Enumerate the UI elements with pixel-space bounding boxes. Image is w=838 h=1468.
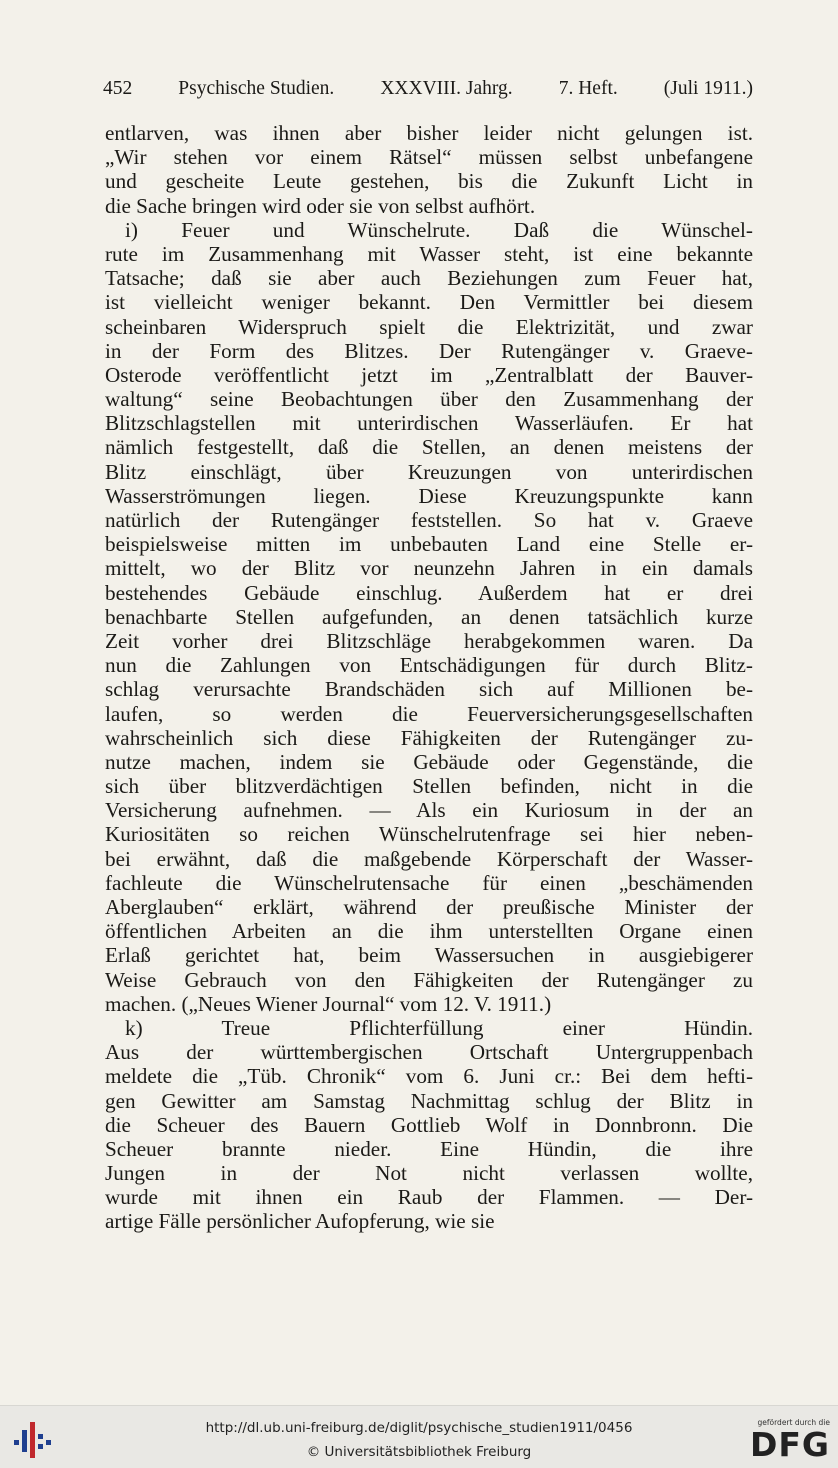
text-line: ist vielleicht weniger bekannt. Den Vermittler bei diesem [105,290,753,315]
text-line: Jungen in der Not nicht verlassen wollte, [105,1161,753,1186]
text-line: nun die Zahlungen von Entschädigungen für durch Blitz- [105,653,753,678]
text-line: bestehendes Gebäude einschlug. Außerdem hat er drei [105,580,753,605]
text-line: meldete die „Tüb. Chronik“ vom 6. Juni cr.: Bei dem hefti- [105,1064,753,1089]
text-line: sich über blitzverdächtigen Stellen befinden, nicht in die [105,774,753,799]
text-line: wurde mit ihnen ein Raub der Flammen. — Der- [105,1185,753,1210]
text-line: Blitz einschlägt, über Kreuzungen von unterirdischen [105,459,753,484]
text-line: wahrscheinlich sich diese Fähigkeiten der Rutengänger zu- [105,725,753,750]
text-line: Osterode veröffentlicht jetzt im „Zentralblatt der Bauver- [105,362,753,387]
text-line: i) Feuer und Wünschelrute. Daß die Wünschel- [125,217,753,242]
text-line: in der Form des Blitzes. Der Rutengänger v. Graeve- [105,338,753,363]
text-line: natürlich der Rutengänger feststellen. So hat v. Graeve [105,508,753,532]
text-line: Scheuer brannte nieder. Eine Hündin, die ihre [105,1136,753,1161]
text-line: nutze machen, indem sie Gebäude oder Gegenstände, die [105,749,753,774]
text-line: Versicherung aufnehmen. — Als ein Kuriosum in der an [105,798,753,823]
text-line: fachleute die Wünschelrutensache für einen „beschämenden [105,870,753,895]
issue-date: (Juli 1911.) [663,78,753,99]
text-line: rute im Zusammenhang mit Wasser steht, ist eine bekannte [105,241,753,266]
text-line: scheinbaren Widerspruch spielt die Elektrizität, und zwar [105,314,753,339]
text-line: gen Gewitter am Samstag Nachmittag schlug der Blitz in [105,1088,753,1113]
text-line: schlag verursachte Brandschäden sich auf Millionen be- [105,677,753,702]
running-header [103,78,753,100]
text-line: „Wir stehen vor einem Rätsel“ müssen selbst unbefangene [105,145,753,170]
text-line: Zeit vorher drei Blitzschläge herabgekommen waren. Da [105,628,753,653]
text-line: Erlaß gerichtet hat, beim Wassersuchen in ausgiebigerer [105,943,753,968]
dfg-caption: gefördert durch die [757,1418,830,1427]
volume-label: XXXVIII. Jahrg. [380,78,513,99]
page-number: 452 [103,78,133,99]
text-line: Blitzschlagstellen mit unterirdischen Wasserläufen. Er hat [105,411,753,436]
copyright-notice: © Universitätsbibliothek Freiburg [306,1444,532,1460]
text-line: Weise Gebrauch von den Fähigkeiten der Rutengänger zu [105,967,753,992]
text-line: Aus der württembergischen Ortschaft Untergruppenbach [105,1040,753,1065]
body-text [105,121,753,1234]
text-line: und gescheite Leute gestehen, bis die Zukunft Licht in [105,169,753,194]
dfg-wordmark: DFG [749,1425,830,1464]
text-line: mittelt, wo der Blitz vor neunzehn Jahren in ein damals [105,556,753,581]
text-line: waltung“ seine Beobachtungen über den Zusammenhang der [105,387,753,412]
text-line: öffentlichen Arbeiten an die ihm unterstellten Organe einen [105,919,753,944]
text-line: beispielsweise mitten im unbebauten Land eine Stelle er- [105,532,753,557]
text-line: Aberglauben“ erklärt, während der preußische Minister der [105,895,753,919]
text-line: entlarven, was ihnen aber bisher leider nicht gelungen ist. [105,121,753,145]
text-line: Kuriositäten so reichen Wünschelrutenfrage sei hier neben- [105,822,753,847]
journal-title: Psychische Studien. [178,78,335,99]
text-line: die Scheuer des Bauern Gottlieb Wolf in Donnbronn. Die [105,1112,753,1137]
text-line: k) Treue Pflichterfüllung einer Hündin. [125,1015,753,1040]
text-line: benachbarte Stellen aufgefunden, an denen tatsächlich kurze [105,604,753,629]
dfg-logo [738,1418,830,1464]
issue-label: 7. Heft. [558,78,618,99]
text-line: artige Fälle persönlicher Aufopferung, wie sie [105,1209,495,1234]
text-line: Wasserströmungen liegen. Diese Kreuzungspunkte kann [105,483,753,508]
text-line: bei erwähnt, daß die maßgebende Körperschaft der Wasser- [105,846,753,871]
text-line: machen. („Neues Wiener Journal“ vom 12. V. 1911.) [105,991,552,1016]
viewer-footer [0,1405,838,1468]
text-line: laufen, so werden die Feuerversicherungsgesellschaften [105,701,753,726]
source-url-link[interactable]: http://dl.ub.uni-freiburg.de/diglit/psychische_studien1911/0456 [205,1420,633,1436]
text-line: nämlich festgestellt, daß die Stellen, an denen meistens der [105,435,753,460]
text-line: die Sache bringen wird oder sie von selbst aufhört. [105,193,536,218]
text-line: Tatsache; daß sie aber auch Beziehungen zum Feuer hat, [105,266,753,291]
